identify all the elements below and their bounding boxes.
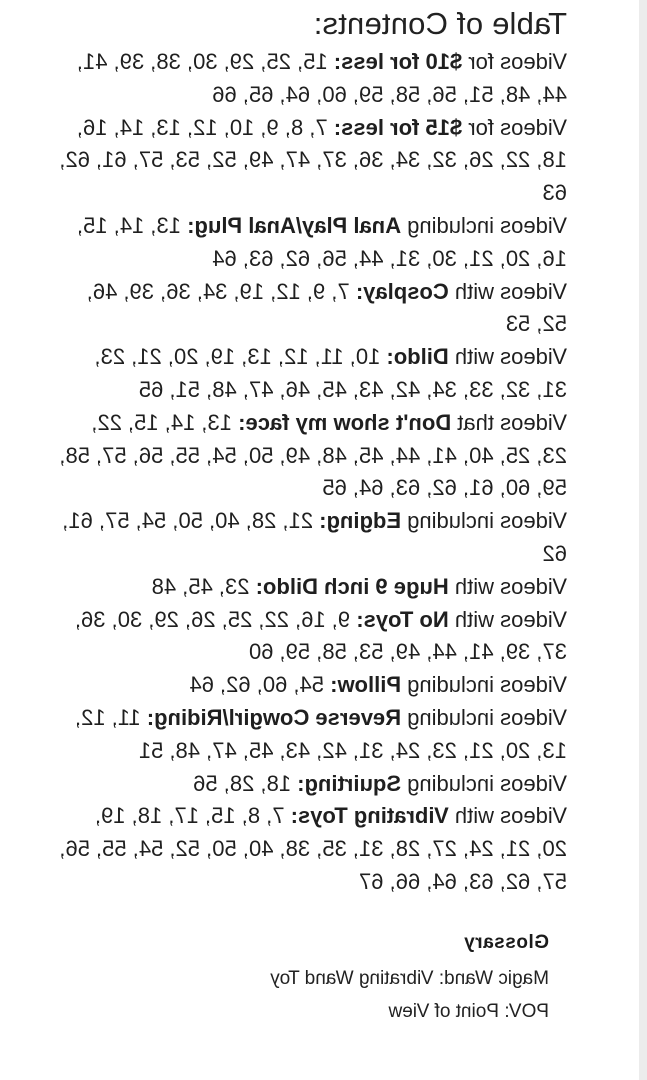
- toc-list: [59, 46, 567, 899]
- toc-item: [59, 669, 567, 702]
- toc-numbers: 54, 60, 62, 64: [189, 672, 325, 698]
- toc-item: [59, 46, 567, 112]
- toc-item: [59, 407, 567, 505]
- toc-category: Cosplay:: [355, 278, 449, 304]
- toc-prefix: Videos including: [401, 704, 567, 730]
- toc-numbers: 7, 8, 9, 10, 12, 13, 14, 16, 18, 22, 26, 32, 34, 36, 37, 47, 49, 52, 53, 57, 61, 62, 63: [59, 114, 567, 206]
- toc-item: [59, 112, 567, 210]
- scrollbar-gutter[interactable]: [639, 0, 647, 1080]
- toc-numbers: 15, 25, 29, 30, 38, 39, 41, 44, 48, 51, 56, 58, 59, 60, 64, 65, 66: [76, 49, 567, 107]
- toc-category: Reverse Cowgirl/Riding:: [146, 704, 402, 730]
- toc-prefix: Videos with: [448, 803, 567, 829]
- toc-category: Pillow:: [330, 672, 402, 698]
- toc-prefix: Videos with: [448, 606, 567, 632]
- glossary-title: Glossary: [463, 932, 549, 953]
- toc-item: [59, 571, 567, 604]
- toc-numbers: 23, 45, 48: [151, 573, 250, 599]
- toc-prefix: Videos including: [401, 508, 567, 534]
- page-title: Table of Contents:: [313, 6, 567, 41]
- toc-item: [59, 276, 567, 342]
- toc-category: Squirting:: [297, 770, 402, 796]
- toc-prefix: Videos for: [462, 49, 567, 74]
- toc-category: Edging:: [319, 508, 402, 534]
- toc-prefix: Videos for: [462, 114, 567, 140]
- toc-item: [59, 210, 567, 276]
- toc-numbers: 10, 11, 12, 13, 19, 20, 21, 23, 31, 32, 33, 34, 42, 43, 45, 46, 47, 48, 51, 65: [94, 344, 567, 402]
- toc-prefix: Videos including: [401, 212, 567, 238]
- toc-numbers: 7, 9, 12, 19, 34, 36, 39, 46, 52, 53: [86, 278, 567, 337]
- toc-category: Vibrating Toys:: [290, 803, 449, 829]
- toc-item: [59, 800, 567, 898]
- toc-numbers: 21, 28, 40, 50, 54, 57, 61, 62: [62, 508, 567, 566]
- toc-category: Anal Play/Anal Plug:: [187, 212, 402, 238]
- toc-category: $15 for less:: [333, 114, 463, 140]
- toc-item: [59, 768, 567, 801]
- toc-item: [59, 702, 567, 768]
- toc-category: Huge 9 inch Dildo:: [255, 573, 449, 599]
- toc-item: [59, 604, 567, 670]
- toc-prefix: Videos with: [448, 573, 567, 599]
- toc-category: Dildo:: [386, 344, 449, 370]
- toc-numbers: 11, 12, 13, 20, 21, 23, 24, 31, 42, 43, 45, 47, 48, 51: [75, 704, 567, 763]
- glossary-entry-pov: POV: Point of View: [388, 1001, 549, 1022]
- toc-numbers: 13, 14, 15, 22, 23, 25, 40, 41, 44, 45, 48, 49, 50, 54, 55, 56, 57, 58, 59, 60, 61, 62, 63, 64, 65: [59, 409, 567, 501]
- toc-category: Don't show my face:: [238, 409, 452, 435]
- toc-prefix: Videos including: [401, 770, 567, 796]
- toc-prefix: Videos including: [401, 672, 567, 698]
- toc-prefix: Videos with: [448, 278, 567, 304]
- toc-prefix: Videos that: [451, 409, 567, 435]
- table-of-contents: [59, 4, 567, 899]
- glossary-section: [129, 928, 549, 1028]
- toc-item: [59, 505, 567, 571]
- toc-item: [59, 341, 567, 407]
- toc-numbers: 7, 8, 15, 17, 18, 19, 20, 21, 24, 27, 28, 31, 35, 38, 40, 50, 52, 54, 55, 56, 57, 62, 63, 64, 66, 67: [59, 803, 567, 894]
- toc-numbers: 9, 16, 22, 25, 26, 29, 30, 36, 37, 39, 41, 44, 49, 53, 58, 59, 60: [74, 606, 567, 665]
- toc-numbers: 13, 14, 15, 16, 20, 21, 30, 31, 44, 56, 62, 63, 64: [77, 212, 567, 271]
- toc-category: No Toys:: [356, 606, 449, 632]
- toc-prefix: Videos with: [448, 344, 567, 370]
- glossary-entry-magic-wand: Magic Wand: Vibrating Wand Toy: [270, 968, 549, 989]
- toc-category: $10 for less:: [333, 49, 463, 74]
- toc-numbers: 18, 28, 56: [193, 770, 292, 796]
